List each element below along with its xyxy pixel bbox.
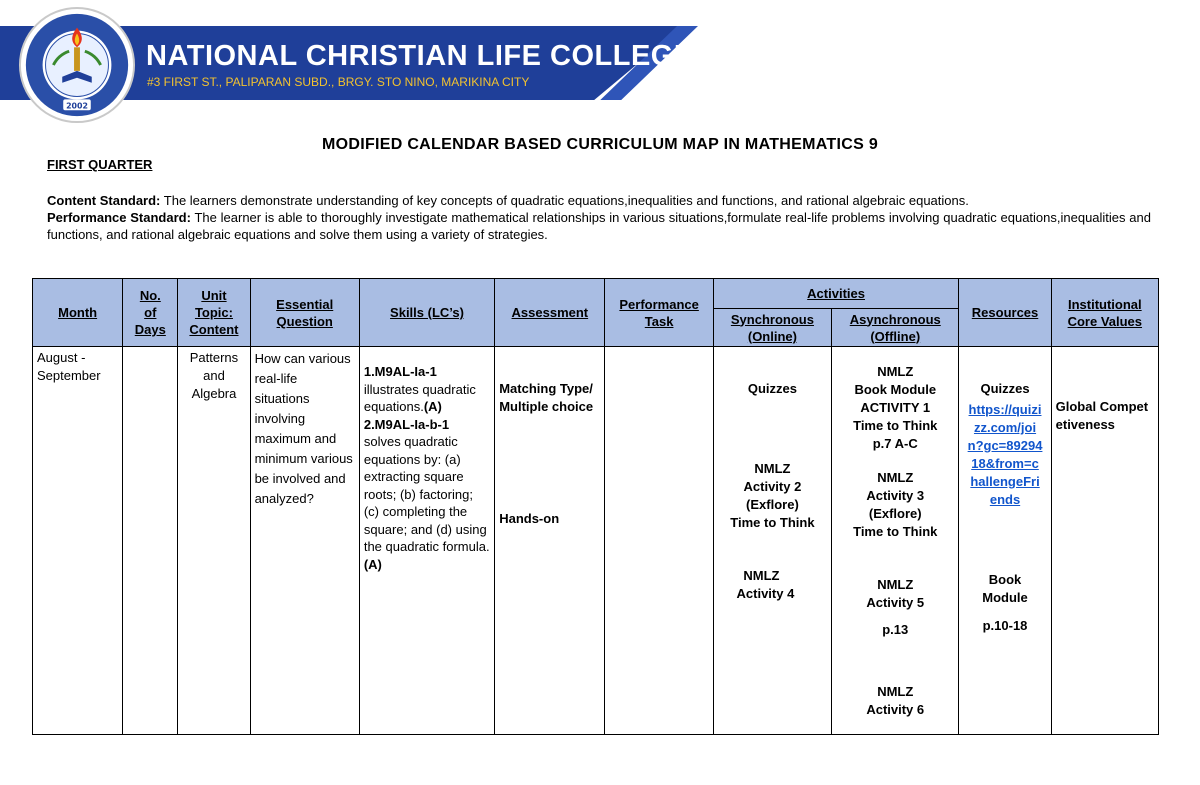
- header-performance-line1: Performance: [619, 296, 699, 312]
- async-item-1d: Time to Think: [853, 418, 938, 433]
- header-row-1: [33, 279, 1159, 309]
- skill2-code: 2.M9AL-Ia-b-1: [363, 416, 450, 432]
- header-performance-line2: Task: [644, 313, 674, 329]
- college-name: NATIONAL CHRISTIAN LIFE COLLEGE: [146, 40, 694, 72]
- college-banner: [0, 0, 1200, 130]
- document-title: MODIFIED CALENDAR BASED CURRICULUM MAP IN MATHEMATICS 9: [321, 136, 879, 153]
- header-resources: [959, 279, 1051, 347]
- skill2-text: solves quadratic equations by: (a) extracting square roots; (b) factoring; (c) completing the square; and (d) using the quadratic formula.: [363, 434, 490, 554]
- cell-essential-question: [250, 347, 359, 735]
- async-item-1b: Book Module: [854, 382, 937, 397]
- async-item-2c: (Exflore): [868, 506, 922, 521]
- content-standard-text: The learners demonstrate understanding of key concepts of quadratic equations,inequalities and functions, and rational algebraic equations.: [163, 193, 969, 208]
- sync-item-3a: NMLZ: [743, 568, 780, 583]
- content-standard: [47, 192, 1151, 209]
- header-skills: [359, 279, 494, 347]
- header-core-values: [1051, 279, 1158, 347]
- quarter-label: FIRST QUARTER: [47, 157, 153, 172]
- month-value: August - September: [37, 350, 101, 383]
- essential-question-value: How can various real-life situations involving maximum and minimum various be involved and analyzed?: [254, 351, 353, 506]
- header-sync-line2: (Online): [747, 328, 797, 344]
- async-item-1e: p.7 A-C: [872, 436, 918, 451]
- unit-value: Patterns and Algebra: [189, 350, 239, 401]
- header-days-line2: of: [144, 305, 157, 320]
- resource-item-2b: Module: [982, 590, 1028, 605]
- sync-item-1: Quizzes: [747, 381, 797, 396]
- async-item-2a: NMLZ: [877, 470, 914, 485]
- sync-item-2a: NMLZ: [754, 461, 791, 476]
- skill2-tag: (A): [363, 556, 382, 572]
- header-days: [123, 279, 178, 347]
- resource-item-2c: p.10-18: [982, 618, 1028, 633]
- sync-item-2c: (Exflore): [746, 497, 799, 512]
- header-days-line3: Days: [134, 322, 166, 337]
- seal-year: 2002: [66, 101, 88, 111]
- async-item-1a: NMLZ: [877, 364, 914, 379]
- resource-item-2a: Book: [988, 572, 1022, 587]
- header-unit-line3: Content: [189, 322, 239, 337]
- assessment-item-1: Matching Type/Multiple choice: [499, 381, 594, 414]
- header-asynchronous: [832, 309, 959, 347]
- core-value: Global Competetiveness: [1055, 399, 1149, 432]
- header-assessment-label: Assessment: [511, 305, 589, 320]
- resource-link[interactable]: https://quizizz.com/join?gc=8929418&from=challengeFriends: [967, 402, 1043, 507]
- resource-item-1: Quizzes: [980, 381, 1030, 396]
- header-core-line1: Institutional: [1067, 296, 1142, 312]
- header-days-line1: No.: [139, 288, 161, 303]
- header-essential: [250, 279, 359, 347]
- college-seal-logo: [18, 6, 136, 124]
- header-skills-label: Skills (LC’s): [390, 305, 464, 320]
- cell-month: [33, 347, 123, 735]
- cell-core-values: [1051, 347, 1158, 735]
- header-unit: [178, 279, 250, 347]
- standards-block: [47, 192, 1151, 243]
- header-month-label: Month: [58, 305, 98, 320]
- header-assessment: [495, 279, 605, 347]
- header-month: [33, 279, 123, 347]
- header-performance: [605, 279, 713, 347]
- async-item-3c: p.13: [882, 622, 909, 637]
- cell-days: [123, 347, 178, 735]
- header-core-line2: Core Values: [1067, 313, 1143, 329]
- header-activities-label: Activities: [807, 286, 865, 301]
- async-item-3b: Activity 5: [866, 595, 925, 610]
- async-item-3a: NMLZ: [877, 577, 914, 592]
- table-row: [33, 347, 1159, 735]
- content-standard-label: Content Standard:: [47, 193, 161, 208]
- cell-performance-task: [605, 347, 713, 735]
- header-sync-line1: Synchronous: [730, 311, 814, 327]
- header-resources-label: Resources: [971, 305, 1039, 320]
- cell-assessment: [495, 347, 605, 735]
- cell-asynchronous: [832, 347, 959, 735]
- header-unit-line1: Unit: [201, 288, 227, 303]
- header-async-line2: (Offline): [870, 328, 921, 344]
- async-item-4a: NMLZ: [877, 684, 914, 699]
- async-item-1c: ACTIVITY 1: [860, 400, 931, 415]
- skill1-tag: (A): [423, 399, 442, 414]
- skill1-code: 1.M9AL-Ia-1: [363, 364, 437, 379]
- cell-skills: [359, 347, 494, 735]
- performance-standard-text: The learner is able to thoroughly investigate mathematical relationships in various situations,formulate real-life problems involving quadratic equations,inequalities and functions, and rational algebraic equations and solve them using a variety of strategies.: [47, 210, 1151, 242]
- sync-item-3b: Activity 4: [736, 586, 795, 601]
- async-item-2d: Time to Think: [853, 524, 938, 539]
- performance-standard-label: Performance Standard:: [47, 210, 191, 225]
- async-item-2b: Activity 3: [866, 488, 925, 503]
- skill1-text: illustrates quadratic equations.: [363, 381, 476, 414]
- header-activities: [713, 279, 959, 309]
- header-unit-line2: Topic:: [194, 305, 233, 320]
- header-async-line1: Asynchronous: [849, 311, 941, 327]
- sync-item-2d: Time to Think: [730, 515, 815, 530]
- curriculum-map-table: [32, 278, 1159, 735]
- sync-item-2b: Activity 2: [743, 479, 802, 494]
- cell-resources: [959, 347, 1051, 735]
- header-synchronous: [713, 309, 831, 347]
- cell-unit: [178, 347, 250, 735]
- async-item-4b: Activity 6: [866, 702, 925, 717]
- college-address: #3 FIRST ST., PALIPARAN SUBD., BRGY. STO NINO, MARIKINA CITY: [147, 75, 530, 89]
- performance-standard: [47, 209, 1151, 243]
- cell-synchronous: [713, 347, 831, 735]
- header-essential-line1: Essential: [276, 296, 334, 312]
- assessment-item-2: Hands-on: [499, 511, 560, 526]
- header-essential-line2: Question: [276, 313, 333, 329]
